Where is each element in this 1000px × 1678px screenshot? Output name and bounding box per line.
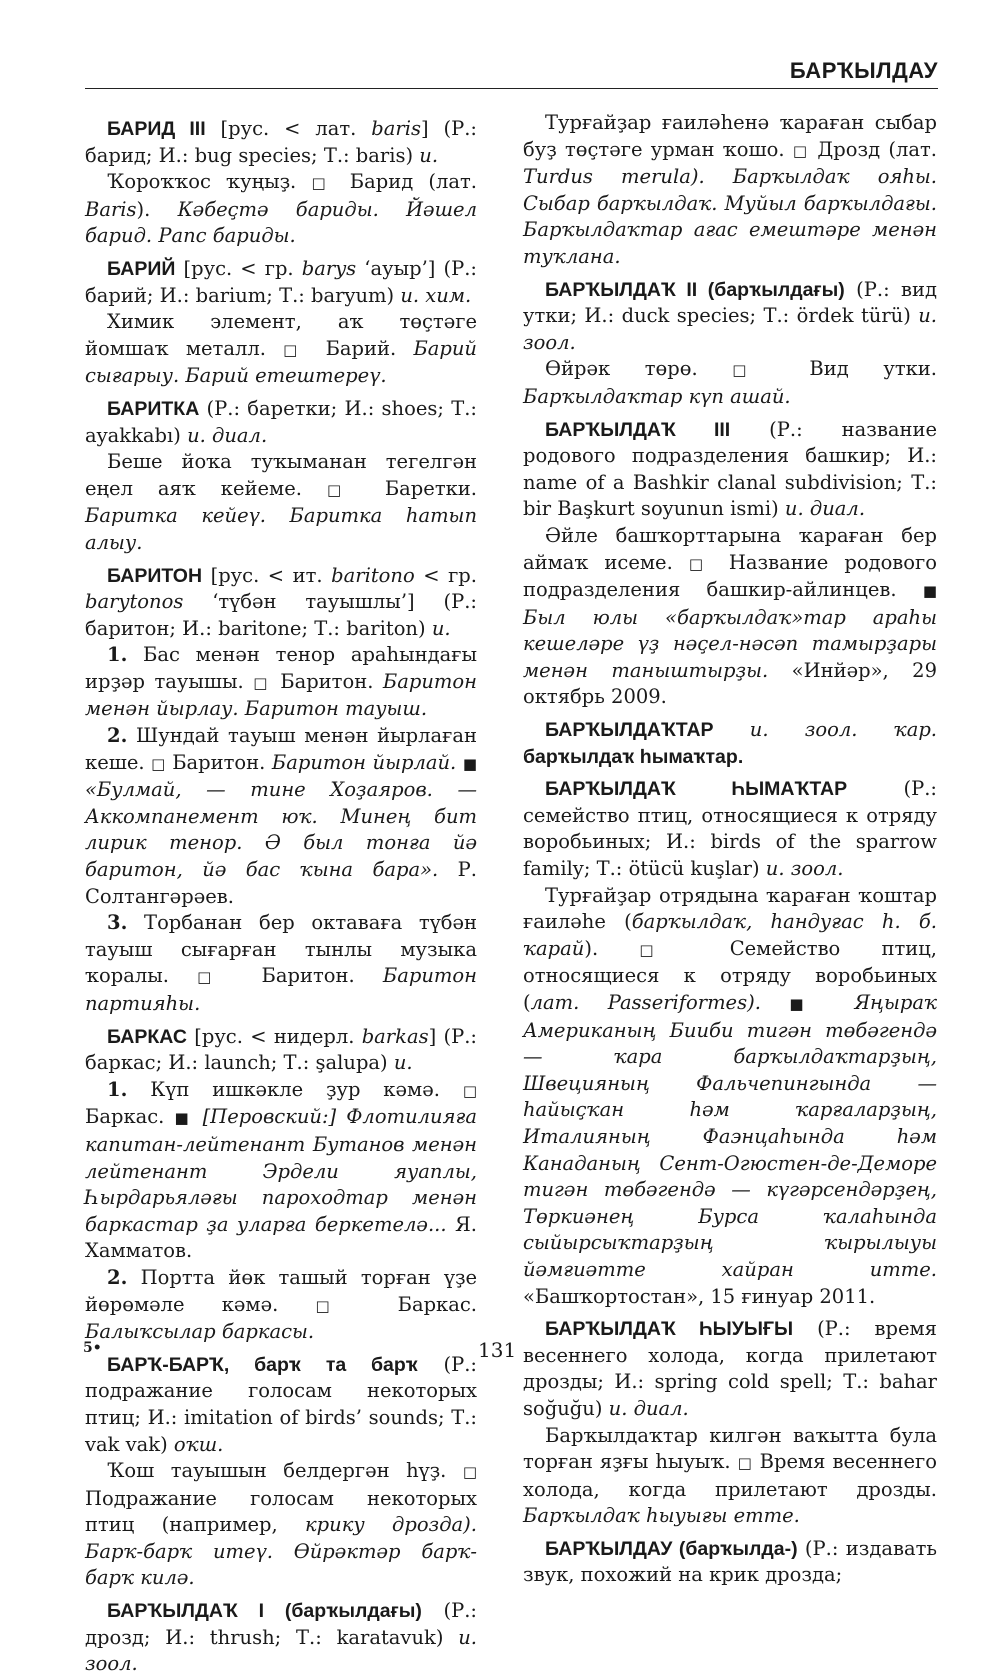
signature-mark: 5•: [83, 1340, 102, 1356]
right_column-paragraph: БАРҠЫЛДАҠТАР и. зоол. ҡар. барҡылдаҡ һымаҡтар.: [523, 718, 937, 768]
right_column-paragraph: БАРҠЫЛДАҠ II (барҡылдағы) (Р.: вид утки; И.: duck species; Т.: ördek türü) и. зоол.: [523, 277, 937, 354]
left_column-paragraph: 2. Портта йөк ташый торған үҙе йөрөмәле кәмә. □ Баркас. Балыҡсылар баркасы.: [85, 1265, 477, 1344]
left_column-paragraph: БАРИД III [рус. < лат. baris] (Р.: барид; И.: bug species; Т.: baris) и.: [85, 117, 477, 167]
left_column-paragraph: Ҡороҡҡос ҡуңыҙ. □ Барид (лат. Baris). Кәбеҫтә бариды. Йәшел барид. Рапс бариды.: [85, 170, 477, 248]
right-column: [523, 110, 937, 1589]
right_column-paragraph: Турғайҙар ғаиләһенә ҡараған сыбар буҙ төҫтәге урман ҡошо. □ Дрозд (лат. Turdus merula). Барҡылдаҡ ояһы. Сыбар барҡылдаҡ. Муйыл барҡылдағы. Барҡылдаҡтар ағас емештәре менән туҡлана.: [523, 111, 937, 268]
page-number: 131: [478, 1338, 517, 1362]
right_column-paragraph: БАРҠЫЛДАҠ III (Р.: название родового подразделения башкир; И.: name of a Bashkir clanal subdivision; Т.: bir Başkurt soyunun ismi) и. диал.: [523, 417, 937, 521]
left_column-paragraph: БАРИЙ [рус. < гр. barys ‘ауыр’] (Р.: барий; И.: barium; Т.: baryum) и. хим.: [85, 256, 478, 307]
left_column-paragraph: БАРҠ-БАРҠ, барҡ та барҡ (Р.: подражание голосам некоторых птиц; И.: imitation of birds’ sounds; Т.: vak vak) оҡш.: [85, 1352, 478, 1456]
right_column-paragraph: Өйрәк төрө. □ Вид утки. Барҡылдаҡтар күп ашай.: [523, 357, 937, 408]
left_column-paragraph: БАРИТКА (Р.: баретки; И.: shoes; Т.: ayakkabı) и. диал.: [85, 396, 477, 447]
right_column-paragraph: Турғайҙар отрядына ҡараған ҡоштар ғаиләһе (барҡылдаҡ, һандуғас һ. б. ҡарай). □ Семейство птиц, относящиеся к отряду воробьиных (лат. Passeriformes). ■ Яңыраҡ Американың Бииби тигән төбәгендә — ҡара барҡылдаҡтарҙың, Швецияның Фальчепингында — һайыҫҡан һәм ҡарғаларҙың, Италияның Фаэнцаһында һәм Канаданың Сент-Огюстен-де-Деморе тигән төбәгендә — күгәрсендәрҙең, Төркиәнең Бурса ҡалаһында сыйырсыҡтарҙың ҡырылыуы йәмғиәтте хайран итте. «Башҡортостан», 15 ғинуар 2011.: [523, 883, 937, 1308]
left_column-paragraph: Ҡош тауышын белдергән һүҙ. □ Подражание голосам некоторых птиц (например, крику дрозда). Барҡ-барҡ итеү. Өйрәктәр барҡ-барҡ килә.: [85, 1459, 477, 1590]
running-header-title: БАРҠЫЛДАУ: [789, 58, 938, 83]
left_column-paragraph: БАРКАС [рус. < нидерл. barkas] (Р.: баркас; И.: launch; Т.: şalupa) и.: [85, 1024, 477, 1075]
right_column-paragraph: БАРҠЫЛДАУ (барҡылда-) (Р.: издавать звук, похожий на крик дрозда;: [523, 1536, 937, 1587]
left_column-paragraph: Химик элемент, аҡ төҫтәге йомшаҡ металл. □ Барий. Барий сығарыу. Барий етештереү.: [85, 310, 477, 388]
left_column-paragraph: 3. Торбанан бер октаваға түбән тауыш сығарған тынлы музыка ҡоралы. □ Баритон. Баритон партияһы.: [85, 911, 477, 1015]
left-column: [85, 110, 477, 1678]
left_column-paragraph: БАРҠЫЛДАҠ I (барҡылдағы) (Р.: дрозд; И.: thrush; Т.: karatavuk) и. зоол.: [85, 1599, 477, 1676]
right_column-paragraph: Барҡылдаҡтар килгән ваҡытта була торған яҙғы һыуыҡ. □ Время весеннего холода, когда прилетают дрозды. Барҡылдаҡ һыуығы етте.: [523, 1423, 937, 1528]
left_column-paragraph: 1. Бас менән тенор араһындағы ирҙәр тауышы. □ Баритон. Баритон менән йырлау. Баритон тауыш.: [85, 643, 477, 721]
left_column-paragraph: Беше йоҡа туҡыманан тегелгән еңел аяҡ кейеме. □ Баретки. Баритка кейеү. Баритка һатып алыу.: [85, 450, 477, 554]
right_column-paragraph: БАРҠЫЛДАҠ ҺЫМАҠТАР (Р.: семейство птиц, относящиеся к отряду воробьиных; И.: birds of the sparrow family; Т.: ötücü kuşlar) и. зоол.: [523, 777, 937, 881]
left_column-paragraph: 1. Күп ишкәкле ҙур кәмә. □ Баркас. ■ [Перовский:] Флотилияға капитан-лейтенант Бутанов менән лейтенант Эрдели яуаплы, Һырдарьяләғы пароходтар менән баркастар ҙа уларға беркетелә... Я. Хамматов.: [85, 1077, 477, 1263]
left_column-paragraph: БАРИТОН [рус. < ит. baritono < гр. barytonos ‘түбән тауышлы’] (Р.: баритон; И.: baritone; Т.: bariton) и.: [85, 563, 477, 640]
right_column-paragraph: Әйле башҡорттарына ҡараған бер аймаҡ исеме. □ Название родового подразделения башкир-айлинцев. ■ Был юлы «барҡылдаҡ»тар араһы кешеләре үҙ нәҫел-нәсәп тамырҙары менән таныштырҙы. «Инйәр», 29 октябрь 2009.: [523, 523, 937, 709]
left_column-paragraph: 2. Шундай тауыш менән йырлаған кеше. □ Баритон. Баритон йырлай. ■ «Булмай, — тине Хоҙаяров. — Аккомпанемент юҡ. Минең бит лирик тенор. Ә был тонға йә баритон, йә бас ҡына бара». Р. Солтангәрәев.: [85, 724, 477, 908]
right_column-paragraph: БАРҠЫЛДАҠ ҺЫУЫҒЫ (Р.: время весеннего холода, когда прилетают дрозды; И.: spring cold spell; Т.: bahar soğuğu) и. диал.: [523, 1317, 937, 1420]
running-header: [85, 56, 938, 89]
